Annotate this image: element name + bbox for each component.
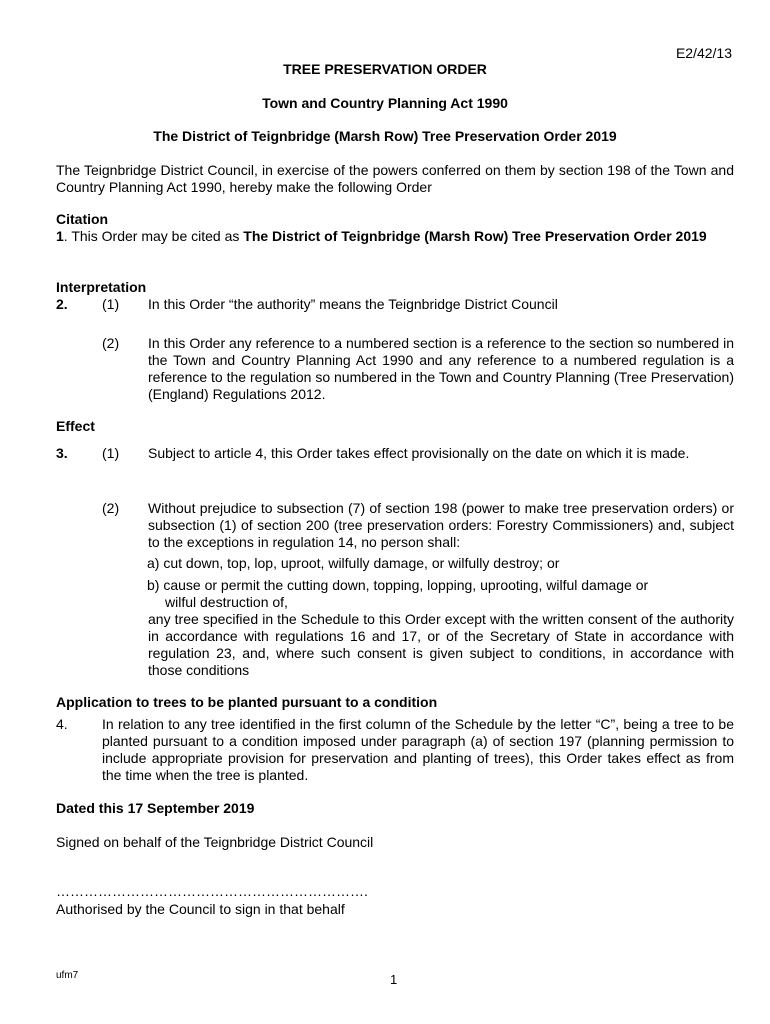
signed-on-behalf: Signed on behalf of the Teignbridge District Council xyxy=(56,834,374,850)
effect-sub2-text: Without prejudice to subsection (7) of section 198 (power to make tree preservation orders) or subsection (1) of section 200 (tree preservation orders: Forestry Commissioners) and, subject to the exceptions in regulation 14, no person shall: xyxy=(148,500,734,550)
effect-sub1-label: (1) xyxy=(102,445,120,461)
form-code: ufm7 xyxy=(56,970,79,981)
interpretation-sub1-text: In this Order “the authority” means the Teignbridge District Council xyxy=(148,296,558,312)
application-text: In relation to any tree identified in the first column of the Schedule by the letter “C”, being a tree to be planted pursuant to a condition imposed under paragraph (a) of section 197 (planning permission to include appropriate provision for preservation and planting of trees), this Order takes effect as from the time when the tree is planted. xyxy=(102,716,734,783)
effect-item-b xyxy=(147,577,737,611)
effect-item-b-line2: wilful destruction of, xyxy=(165,594,288,610)
effect-sub1-text: Subject to article 4, this Order takes effect provisionally on the date on which it is made. xyxy=(148,445,690,461)
citation-text: . This Order may be cited as xyxy=(63,228,244,244)
act-title: Town and Country Planning Act 1990 xyxy=(262,95,508,111)
interpretation-sub2-text: In this Order any reference to a numbered section is a reference to the section so numbered in the Town and Country Planning Act 1990 and any reference to a numbered regulation is a reference to the regulation so numbered in the Town and Country Planning (Tree Preservation)(England) Regulations 2012. xyxy=(148,335,735,402)
application-number: 4. xyxy=(56,716,68,732)
citation-paragraph xyxy=(56,228,734,245)
effect-item-b-line1: b) cause or permit the cutting down, topping, lopping, uprooting, wilful damage or xyxy=(147,577,649,593)
citation-heading: Citation xyxy=(56,211,109,227)
page-number: 1 xyxy=(390,972,398,987)
citation-order-name: The District of Teignbridge (Marsh Row) Tree Preservation Order 2019 xyxy=(243,228,707,244)
intro-paragraph: The Teignbridge District Council, in exercise of the powers conferred on them by section 198 of the Town and Country Planning Act 1990, hereby make the following Order xyxy=(56,162,734,195)
interpretation-heading: Interpretation xyxy=(56,279,147,295)
interpretation-sub1-label: (1) xyxy=(102,296,120,312)
signature-line: …………………………………………………………. xyxy=(56,883,368,899)
authorised-text: Authorised by the Council to sign in that behalf xyxy=(56,901,345,917)
effect-number: 3. xyxy=(56,445,68,461)
effect-closing-text: any tree specified in the Schedule to this Order except with the written consent of the authority in accordance with regulations 16 and 17, or of the Secretary of State in accordance with regulation 23, and, where such consent is given subject to conditions, in accordance with those conditions xyxy=(148,611,734,678)
interpretation-sub2-label: (2) xyxy=(102,335,120,351)
interpretation-number: 2. xyxy=(56,296,68,312)
effect-heading: Effect xyxy=(56,418,95,434)
effect-item-a: a) cut down, top, lop, uproot, wilfully damage, or wilfully destroy; or xyxy=(147,555,560,571)
document-title: TREE PRESERVATION ORDER xyxy=(283,61,487,77)
application-heading: Application to trees to be planted pursuant to a condition xyxy=(56,694,438,710)
order-name: The District of Teignbridge (Marsh Row) Tree Preservation Order 2019 xyxy=(153,128,617,144)
citation-number: 1 xyxy=(56,228,64,244)
document-reference: E2/42/13 xyxy=(675,45,732,61)
dated-line: Dated this 17 September 2019 xyxy=(56,800,255,816)
effect-sub2-label: (2) xyxy=(102,500,120,516)
